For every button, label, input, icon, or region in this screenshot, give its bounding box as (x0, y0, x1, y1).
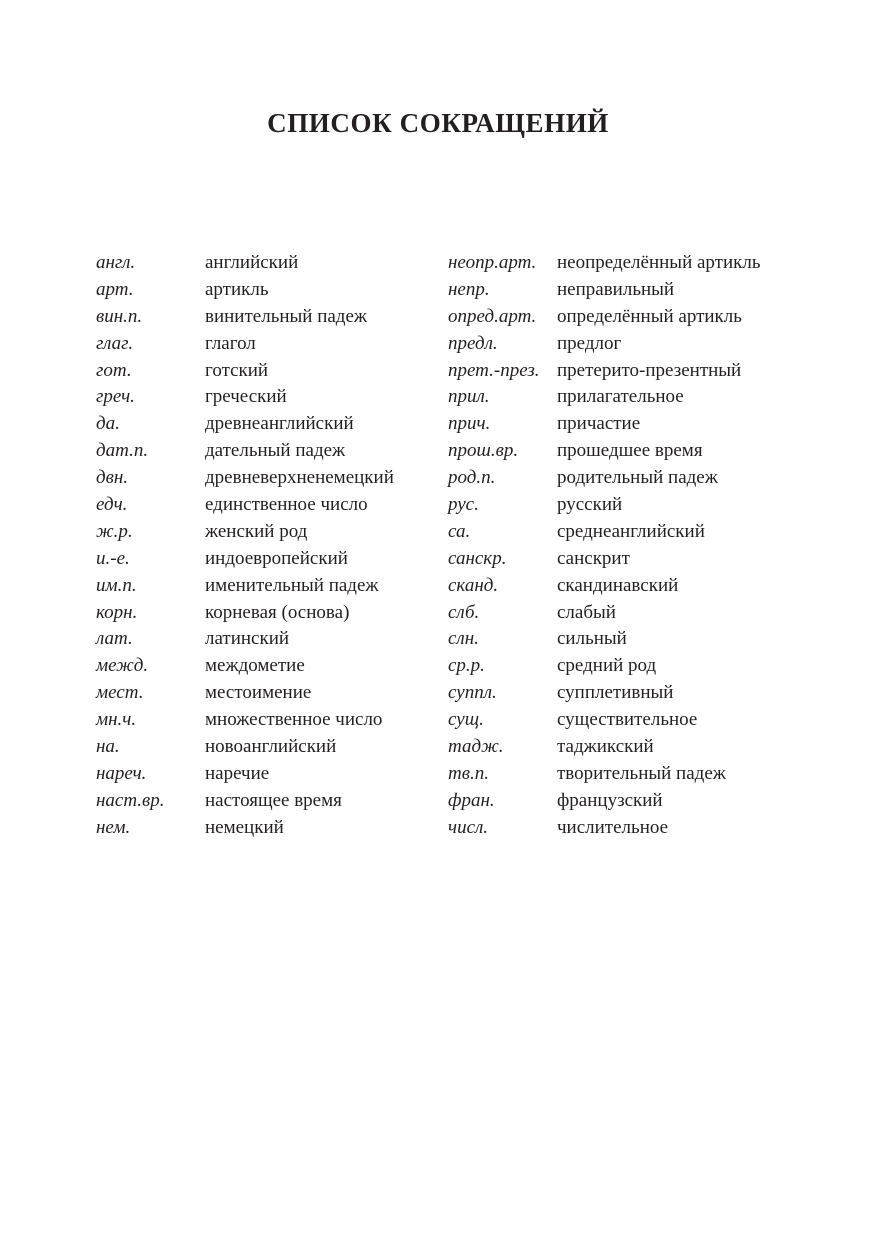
abbreviation-row (448, 653, 761, 680)
abbreviation-term: мест. (96, 682, 144, 704)
abbreviation-term: да. (96, 413, 120, 435)
abbreviation-term: неопр.арт. (448, 252, 537, 273)
abbreviation-meaning: числительное (557, 816, 669, 838)
abbreviation-meaning: греческий (205, 386, 287, 408)
abbreviation-term: фран. (448, 789, 495, 811)
abbreviation-term: сканд. (448, 574, 499, 596)
abbreviation-meaning: неопределённый артикль (557, 252, 761, 273)
abbreviation-row (448, 573, 761, 600)
abbreviation-row (448, 734, 761, 761)
abbreviation-row (96, 519, 394, 546)
abbreviation-row (96, 626, 394, 653)
abbreviation-term: греч. (96, 386, 135, 408)
abbreviation-meaning: супплетивный (557, 682, 674, 704)
abbreviation-meaning: междометие (205, 655, 305, 677)
abbreviation-term: едч. (96, 494, 128, 516)
abbreviation-term: сущ. (448, 709, 484, 731)
abbreviation-meaning: творительный падеж (557, 762, 726, 784)
abbreviation-meaning: русский (557, 494, 623, 516)
abbreviation-row (448, 519, 761, 546)
abbreviation-meaning: слабый (557, 601, 616, 623)
abbreviation-term: прош.вр. (448, 440, 519, 462)
abbreviation-term: англ. (96, 252, 136, 273)
abbreviation-term: лат. (96, 628, 133, 650)
abbreviation-meaning: множественное число (205, 709, 383, 731)
abbreviation-term: ж.р. (96, 520, 133, 542)
abbreviation-meaning: таджикский (557, 736, 654, 758)
abbreviation-row (448, 438, 761, 465)
abbreviation-row (96, 734, 394, 761)
abbreviation-row (96, 250, 394, 277)
abbreviation-row (448, 600, 761, 627)
abbreviation-row (96, 680, 394, 707)
abbreviation-term: корн. (96, 601, 138, 623)
abbreviation-row (96, 573, 394, 600)
abbreviation-meaning: сильный (557, 628, 627, 650)
abbreviation-meaning: санскрит (557, 547, 630, 569)
abbreviation-term: межд. (96, 655, 149, 677)
abbreviation-meaning: латинский (205, 628, 290, 650)
abbreviation-meaning: местоимение (205, 682, 312, 704)
abbreviation-meaning: корневая (основа) (205, 601, 350, 623)
abbreviation-column-left (96, 250, 394, 842)
abbreviation-term: мн.ч. (96, 709, 137, 731)
abbreviation-term: двн. (96, 467, 129, 489)
abbreviation-term: на. (96, 736, 120, 758)
abbreviation-column-right (448, 250, 761, 842)
abbreviation-term: прет.-през. (448, 359, 540, 381)
abbreviation-row (96, 384, 394, 411)
abbreviation-term: глаг. (96, 332, 134, 354)
abbreviation-row (96, 277, 394, 304)
abbreviation-meaning: немецкий (205, 816, 284, 838)
abbreviation-meaning: винительный падеж (205, 305, 368, 327)
abbreviation-meaning: прилагательное (557, 386, 684, 408)
abbreviation-row (96, 411, 394, 438)
abbreviation-row (96, 465, 394, 492)
abbreviation-row (96, 546, 394, 573)
abbreviation-term: гот. (96, 359, 132, 381)
abbreviation-meaning: причастие (557, 413, 641, 435)
abbreviation-term: ср.р. (448, 655, 485, 677)
abbreviation-row (448, 546, 761, 573)
abbreviation-term: вин.п. (96, 305, 143, 327)
abbreviation-term: и.-е. (96, 547, 130, 569)
abbreviation-term: нем. (96, 816, 131, 838)
abbreviation-meaning: английский (205, 252, 299, 273)
abbreviation-term: предл. (448, 332, 498, 354)
abbreviation-term: прич. (448, 413, 491, 435)
abbreviation-row (448, 815, 761, 842)
abbreviation-meaning: готский (205, 359, 269, 381)
abbreviation-row (96, 653, 394, 680)
abbreviation-meaning: древневерхненемецкий (205, 467, 394, 489)
abbreviation-meaning: индоевропейский (205, 547, 348, 569)
abbreviation-meaning: определённый артикль (557, 305, 742, 327)
abbreviation-term: числ. (448, 816, 489, 838)
abbreviation-meaning: существительное (557, 709, 698, 731)
abbreviation-row (448, 626, 761, 653)
abbreviation-meaning: родительный падеж (557, 467, 718, 489)
abbreviation-term: тв.п. (448, 762, 489, 784)
abbreviation-row (448, 492, 761, 519)
abbreviation-term: тадж. (448, 736, 504, 758)
abbreviation-meaning: среднеанглийский (557, 520, 705, 542)
abbreviation-term: санскр. (448, 547, 507, 569)
abbreviation-term: слб. (448, 601, 480, 623)
abbreviation-meaning: неправильный (557, 278, 675, 300)
abbreviation-meaning: женский род (205, 520, 308, 542)
abbreviation-meaning: средний род (557, 655, 657, 677)
abbreviation-meaning: скандинавский (557, 574, 679, 596)
abbreviation-row (96, 492, 394, 519)
abbreviation-meaning: прошедшее время (557, 440, 703, 462)
abbreviation-row (448, 250, 761, 277)
abbreviation-term: арт. (96, 278, 134, 300)
abbreviation-term: род.п. (448, 467, 496, 489)
abbreviation-row (448, 358, 761, 385)
abbreviation-term: са. (448, 520, 471, 542)
abbreviation-term: рус. (448, 494, 479, 516)
abbreviation-meaning: новоанглийский (205, 736, 337, 758)
abbreviation-row (96, 600, 394, 627)
abbreviation-meaning: предлог (557, 332, 622, 354)
abbreviation-meaning: единственное число (205, 494, 368, 516)
abbreviation-meaning: артикль (205, 278, 269, 300)
abbreviation-term: суппл. (448, 682, 497, 704)
abbreviation-row (448, 277, 761, 304)
abbreviation-row (96, 304, 394, 331)
page-title: СПИСОК СОКРАЩЕНИЙ (267, 108, 609, 138)
abbreviation-row (96, 788, 394, 815)
abbreviation-meaning: древнеанглийский (205, 413, 354, 435)
abbreviation-row (96, 331, 394, 358)
abbreviation-row (448, 304, 761, 331)
abbreviation-row (96, 707, 394, 734)
abbreviation-term: прил. (448, 386, 490, 408)
abbreviation-term: опред.арт. (448, 305, 537, 327)
abbreviation-row (448, 411, 761, 438)
abbreviation-meaning: глагол (205, 332, 256, 354)
abbreviation-term: им.п. (96, 574, 137, 596)
abbreviation-meaning: настоящее время (205, 789, 342, 811)
abbreviation-meaning: именительный падеж (205, 574, 379, 596)
abbreviation-row (448, 465, 761, 492)
abbreviation-term: дат.п. (96, 440, 149, 462)
abbreviation-term: наст.вр. (96, 789, 165, 811)
abbreviation-row (448, 788, 761, 815)
abbreviation-row (448, 384, 761, 411)
abbreviation-term: непр. (448, 278, 490, 300)
abbreviation-row (96, 761, 394, 788)
abbreviation-row (96, 358, 394, 385)
abbreviation-term: нареч. (96, 762, 147, 784)
abbreviation-meaning: дательный падеж (205, 440, 346, 462)
abbreviation-row (448, 707, 761, 734)
abbreviation-row (448, 761, 761, 788)
abbreviation-term: слн. (448, 628, 479, 650)
abbreviation-meaning: претерито-презентный (557, 359, 742, 381)
abbreviation-row (448, 680, 761, 707)
abbreviation-meaning: французский (557, 789, 663, 811)
abbreviation-row (448, 331, 761, 358)
abbreviation-meaning: наречие (205, 762, 270, 784)
abbreviation-row (96, 815, 394, 842)
abbreviation-row (96, 438, 394, 465)
